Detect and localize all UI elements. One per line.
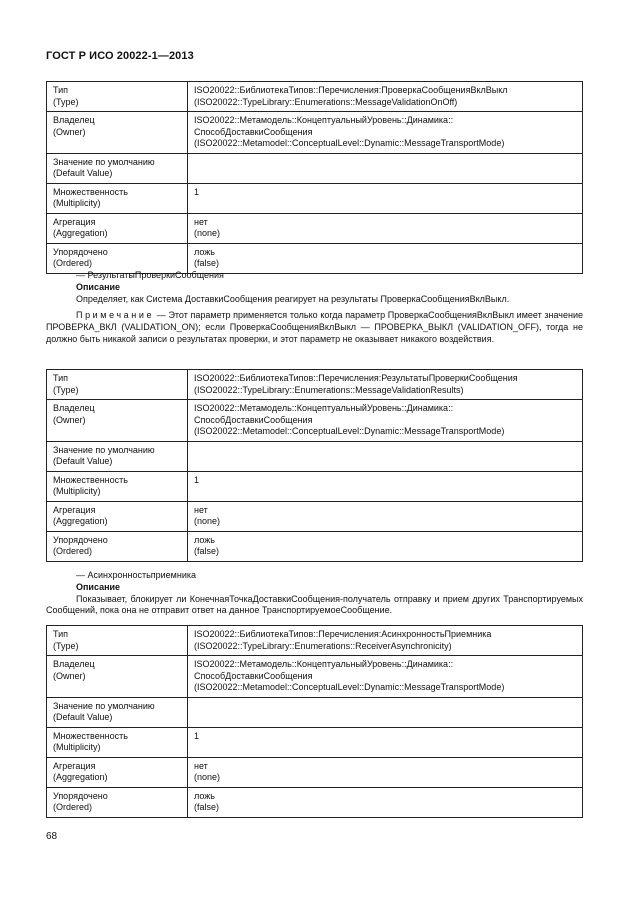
description-text: Определяет, как Система ДоставкиСообщения реагирует на результаты ПроверкаСообщенияВклВыкл. <box>76 293 510 304</box>
property-value: нет <box>194 216 208 227</box>
table-row <box>47 213 583 243</box>
property-value: ISO20022::БиблиотекаТипов::Перечисления:ПроверкаСообщенияВклВыкл <box>194 85 508 95</box>
property-label-cell <box>47 370 188 400</box>
property-value: (none) <box>194 516 221 526</box>
property-value-cell <box>188 501 583 531</box>
property-label-cell <box>47 697 188 727</box>
section-message-validation-results <box>46 270 583 346</box>
property-value: ISO20022::Метамодель::КонцептуальныйУровень::Динамика:: <box>194 403 454 413</box>
property-label-cell <box>47 626 188 656</box>
property-label: Множественность <box>53 474 128 485</box>
property-value-cell <box>188 656 583 698</box>
property-value: (false) <box>194 802 220 812</box>
property-value: ложь <box>194 790 215 801</box>
property-label: Владелец <box>53 403 95 413</box>
property-label: Владелец <box>53 659 95 669</box>
property-label-cell <box>47 441 188 471</box>
property-label: (Aggregation) <box>53 516 108 526</box>
property-label: Упорядочено <box>53 246 108 257</box>
property-value: (ISO20022::Metamodel::ConceptualLevel::Dynamic::MessageTransportMode) <box>194 426 505 436</box>
note-text: — Этот параметр применяется только когда параметр ПроверкаСообщенияВклВыкл имеет значение ПРОВЕРКА_ВКЛ (VALIDATION_ON); если ПроверкаСообщенияВклВыкл — ПРОВЕРКА_ВЫКЛ (VALIDATION_OFF), тогда не должно быть никакой записи о результатах проверки, и этот параметр не оказывает никакого воздействия. <box>46 310 583 344</box>
table-row <box>47 626 583 656</box>
property-label: Тип <box>53 629 69 639</box>
property-label-cell <box>47 183 188 213</box>
property-value: ложь <box>194 246 215 257</box>
properties-table-validation-results <box>46 369 583 562</box>
property-label: Владелец <box>53 115 95 125</box>
property-value: (false) <box>194 546 220 556</box>
property-label: Значение по умолчанию <box>53 700 155 711</box>
property-label: (Owner) <box>53 670 86 681</box>
property-label: Значение по умолчанию <box>53 444 155 455</box>
property-label: (Aggregation) <box>53 228 108 238</box>
table-row <box>47 501 583 531</box>
property-value-cell <box>188 183 583 213</box>
property-value: (none) <box>194 772 221 782</box>
property-value-cell <box>188 757 583 787</box>
property-label-cell <box>47 153 188 183</box>
property-label: (Multiplicity) <box>53 486 101 496</box>
property-value: нет <box>194 504 208 515</box>
property-label-cell <box>47 501 188 531</box>
property-value-cell <box>188 531 583 561</box>
property-value: (false) <box>194 258 220 268</box>
property-label-cell <box>47 112 188 154</box>
attribute-item: — РезультатыПроверкиСообщения <box>76 270 224 280</box>
property-label: (Multiplicity) <box>53 742 101 752</box>
property-label: Агрегация <box>53 760 96 771</box>
property-value-cell <box>188 112 583 154</box>
table-row <box>47 531 583 561</box>
property-value: 1 <box>194 730 200 741</box>
property-label: Значение по умолчанию <box>53 156 155 167</box>
table-row <box>47 787 583 817</box>
property-label-cell <box>47 82 188 112</box>
property-value: 1 <box>194 474 200 485</box>
property-label-cell <box>47 787 188 817</box>
table-row <box>47 370 583 400</box>
property-label: Агрегация <box>53 216 96 227</box>
property-value: ISO20022::БиблиотекаТипов::Перечисления:АсинхронностьПриемника <box>194 629 492 639</box>
property-value-cell <box>188 727 583 757</box>
property-value: нет <box>194 760 208 771</box>
property-label: (Aggregation) <box>53 772 108 782</box>
property-value-cell <box>188 82 583 112</box>
table-row <box>47 656 583 698</box>
table-row <box>47 243 583 273</box>
property-value: (ISO20022::Metamodel::ConceptualLevel::Dynamic::MessageTransportMode) <box>194 682 505 692</box>
table-row <box>47 183 583 213</box>
property-label-cell <box>47 757 188 787</box>
property-value: (ISO20022::TypeLibrary::Enumerations::MessageValidationResults) <box>194 384 464 395</box>
property-value-cell <box>188 213 583 243</box>
property-value-cell <box>188 787 583 817</box>
property-value-cell <box>188 370 583 400</box>
property-label: (Default Value) <box>53 712 113 722</box>
property-value: СпособДоставкиСообщения <box>194 414 313 425</box>
property-value-cell <box>188 441 583 471</box>
property-value-cell <box>188 243 583 273</box>
table-row <box>47 471 583 501</box>
document-header: ГОСТ Р ИСО 20022-1—2013 <box>46 50 194 62</box>
table-row <box>47 727 583 757</box>
property-label: (Ordered) <box>53 258 93 268</box>
property-label-cell <box>47 400 188 442</box>
property-value-cell <box>188 626 583 656</box>
property-label: (Default Value) <box>53 456 113 466</box>
table-row <box>47 441 583 471</box>
table-row <box>47 112 583 154</box>
property-value: ISO20022::Метамодель::КонцептуальныйУровень::Динамика:: <box>194 115 454 125</box>
note-label: Примечание <box>76 310 155 321</box>
property-label: Упорядочено <box>53 790 108 801</box>
property-value: (ISO20022::TypeLibrary::Enumerations::ReceiverAsynchronicity) <box>194 640 452 651</box>
properties-table-receiver-asynchronicity <box>46 625 583 818</box>
property-label: (Type) <box>53 96 79 107</box>
property-label: (Multiplicity) <box>53 198 101 208</box>
table-row <box>47 400 583 442</box>
property-label: (Owner) <box>53 414 86 425</box>
description-heading: Описание <box>76 281 121 292</box>
property-value-cell <box>188 400 583 442</box>
note-paragraph <box>46 310 583 345</box>
description-heading: Описание <box>76 581 121 592</box>
property-label-cell <box>47 213 188 243</box>
property-value-cell <box>188 153 583 183</box>
property-label: (Default Value) <box>53 168 113 178</box>
property-label-cell <box>47 531 188 561</box>
properties-table-message-validation <box>46 81 583 274</box>
table-row <box>47 757 583 787</box>
table-row <box>47 153 583 183</box>
property-value: СпособДоставкиСообщения <box>194 126 313 137</box>
property-label-cell <box>47 656 188 698</box>
property-value-cell <box>188 697 583 727</box>
property-label-cell <box>47 727 188 757</box>
property-label: Множественность <box>53 730 128 741</box>
property-value: (none) <box>194 228 221 238</box>
table-row <box>47 82 583 112</box>
property-label: Множественность <box>53 186 128 197</box>
property-label: Тип <box>53 373 69 383</box>
property-label: (Type) <box>53 384 79 395</box>
property-value: ISO20022::БиблиотекаТипов::Перечисления:РезультатыПроверкиСообщения <box>194 373 518 383</box>
property-label-cell <box>47 243 188 273</box>
property-label: (Owner) <box>53 126 86 137</box>
property-value: (ISO20022::TypeLibrary::Enumerations::MessageValidationOnOff) <box>194 96 458 107</box>
property-value: ложь <box>194 534 215 545</box>
attribute-item: — Асинхронностьприемника <box>76 570 197 580</box>
property-value: (ISO20022::Metamodel::ConceptualLevel::Dynamic::MessageTransportMode) <box>194 138 505 148</box>
description-text: Показывает, блокирует ли КонечнаяТочкаДоставкиСообщения-получатель отправку и прием других Транспортируемых Сообщений, пока она не отправит ответ на данное ТранспортируемоеСообщение. <box>46 593 583 616</box>
property-label: Тип <box>53 85 69 95</box>
property-label: (Ordered) <box>53 802 93 812</box>
property-value-cell <box>188 471 583 501</box>
property-label: Агрегация <box>53 504 96 515</box>
table-row <box>47 697 583 727</box>
property-value: ISO20022::Метамодель::КонцептуальныйУровень::Динамика:: <box>194 659 454 669</box>
page-number: 68 <box>46 831 58 842</box>
section-receiver-asynchronicity <box>46 570 583 617</box>
property-label: (Type) <box>53 640 79 651</box>
property-value: СпособДоставкиСообщения <box>194 670 313 681</box>
property-label: (Ordered) <box>53 546 93 556</box>
property-label-cell <box>47 471 188 501</box>
property-value: 1 <box>194 186 200 197</box>
property-label: Упорядочено <box>53 534 108 545</box>
